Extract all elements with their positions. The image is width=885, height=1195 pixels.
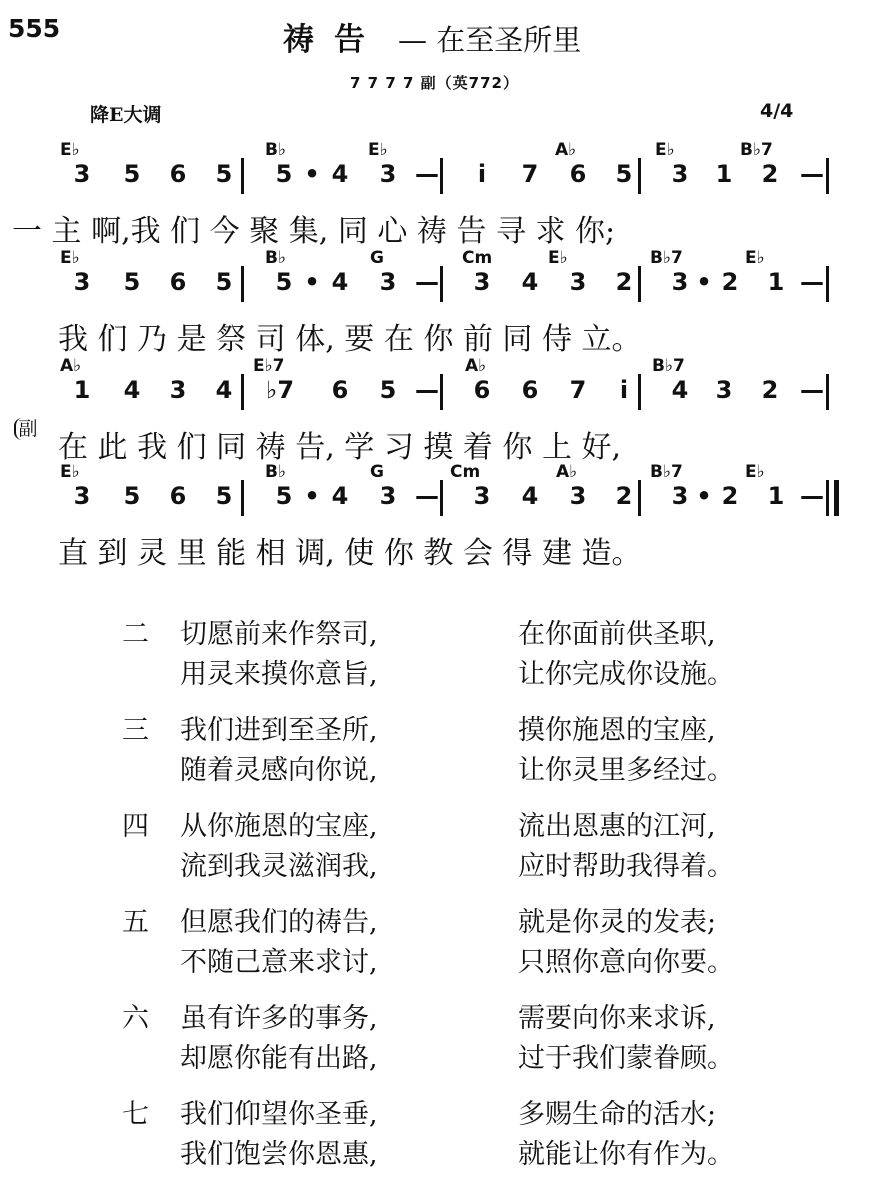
verse-line: 我们进到至圣所,: [180, 715, 378, 746]
bar-line: [826, 266, 829, 302]
chord-symbol: B♭: [265, 140, 286, 160]
verse-line: 不随己意来求讨,: [180, 947, 378, 978]
note-digit: 4: [215, 376, 233, 404]
note-digit: —: [800, 268, 824, 296]
note-digit: 6: [473, 376, 491, 404]
verse-line: 需要向你来求诉,: [518, 1003, 716, 1034]
chord-symbol: E♭: [745, 462, 765, 482]
verse-number: 二: [122, 619, 149, 650]
chord-symbol: G: [370, 248, 384, 268]
note-digit: 3: [169, 376, 187, 404]
note-digit: —: [800, 376, 824, 404]
verse-line: 应时帮助我得着。: [518, 851, 734, 882]
verse-line: 就是你灵的发表;: [518, 907, 717, 938]
lyric-line: 我 们 乃 是 祭 司 体, 要 在 你 前 同 侍 立。: [58, 322, 642, 357]
bar-line: [638, 374, 641, 410]
bar-line: [440, 158, 443, 194]
verse-line: 从你施恩的宝座,: [180, 811, 378, 842]
note-digit: 2: [615, 482, 633, 510]
verse-line: 流到我灵滋润我,: [180, 851, 378, 882]
key-signature: 降E大调: [90, 104, 162, 126]
note-digit: 5: [275, 160, 293, 188]
note-digit: 3: [671, 268, 689, 296]
note-digit: 6: [331, 376, 349, 404]
note-digit: 5: [275, 268, 293, 296]
note-digit: 1: [767, 268, 785, 296]
bar-line: [440, 480, 443, 516]
note-digit: 3: [473, 268, 491, 296]
lyric-line: 一 主 啊,我 们 今 聚 集, 同 心 祷 告 寻 求 你;: [12, 214, 616, 249]
lyric-line: 直 到 灵 里 能 相 调, 使 你 教 会 得 建 造。: [58, 536, 642, 571]
note-digit: ♭7: [266, 376, 295, 404]
chord-symbol: E♭: [745, 248, 765, 268]
note-digit: 1: [715, 160, 733, 188]
note-digit: •: [304, 482, 320, 510]
chord-symbol: A♭: [60, 356, 82, 376]
note-digit: 5: [215, 160, 233, 188]
bar-line: [241, 374, 244, 410]
verse-line: 我们仰望你圣垂,: [180, 1099, 378, 1130]
verse-line: 多赐生命的活水;: [518, 1099, 717, 1130]
chord-symbol: E♭: [60, 248, 80, 268]
note-digit: 6: [569, 160, 587, 188]
chord-symbol: B♭7: [650, 462, 683, 482]
note-digit: 3: [671, 482, 689, 510]
chord-symbol: A♭: [556, 462, 578, 482]
bar-line: [440, 374, 443, 410]
verse-line: 让你灵里多经过。: [518, 755, 734, 786]
note-digit: 4: [671, 376, 689, 404]
note-digit: 3: [73, 268, 91, 296]
verse-line: 就能让你有作为。: [518, 1139, 734, 1170]
refrain-mark: 副: [14, 418, 40, 440]
verse-line: 只照你意向你要。: [518, 947, 734, 978]
note-digit: 2: [761, 160, 779, 188]
verse-line: 让你完成你设施。: [518, 659, 734, 690]
note-digit: 5: [215, 268, 233, 296]
verse-line: 摸你施恩的宝座,: [518, 715, 716, 746]
bar-line: [826, 374, 829, 410]
note-digit: •: [304, 160, 320, 188]
note-digit: 6: [169, 482, 187, 510]
chord-symbol: B♭7: [652, 356, 685, 376]
note-digit: 3: [473, 482, 491, 510]
note-digit: 7: [569, 376, 587, 404]
note-digit: 1: [73, 376, 91, 404]
note-digit: •: [304, 268, 320, 296]
note-digit: 6: [169, 160, 187, 188]
final-bar-line: [834, 480, 839, 516]
note-digit: 5: [379, 376, 397, 404]
note-digit: 2: [761, 376, 779, 404]
note-digit: 5: [123, 482, 141, 510]
bar-line: [638, 266, 641, 302]
note-digit: —: [415, 376, 439, 404]
note-digit: 7: [521, 160, 539, 188]
note-digit: 4: [331, 268, 349, 296]
chord-symbol: G: [370, 462, 384, 482]
note-digit: 3: [569, 482, 587, 510]
chord-symbol: Cm: [450, 462, 481, 482]
note-digit: 2: [721, 268, 739, 296]
note-digit: 5: [123, 160, 141, 188]
verse-line: 过于我们蒙眷顾。: [518, 1043, 734, 1074]
chord-symbol: E♭7: [253, 356, 285, 376]
note-digit: 3: [671, 160, 689, 188]
verse-line: 随着灵感向你说,: [180, 755, 378, 786]
verse-line: 但愿我们的祷告,: [180, 907, 378, 938]
hymn-subtitle: — 在至圣所里: [398, 23, 582, 57]
chord-symbol: A♭: [465, 356, 487, 376]
verse-line: 我们饱尝你恩惠,: [180, 1139, 378, 1170]
verse-line: 切愿前来作祭司,: [180, 619, 378, 650]
note-digit: 3: [379, 268, 397, 296]
bar-line: [826, 480, 829, 516]
bar-line: [440, 266, 443, 302]
note-digit: 2: [721, 482, 739, 510]
note-digit: •: [696, 482, 712, 510]
note-digit: —: [800, 482, 824, 510]
note-digit: 3: [73, 160, 91, 188]
note-digit: 3: [379, 482, 397, 510]
meter-line: 7 7 7 7 副（英772）: [350, 74, 519, 92]
chord-symbol: Cm: [462, 248, 493, 268]
bar-line: [638, 480, 641, 516]
chord-symbol: B♭: [265, 248, 286, 268]
note-digit: 6: [169, 268, 187, 296]
verse-number: 六: [122, 1003, 149, 1034]
note-digit: —: [415, 482, 439, 510]
verse-line: 虽有许多的事务,: [180, 1003, 378, 1034]
bar-line: [826, 158, 829, 194]
time-signature: 4/4: [760, 100, 794, 122]
chord-symbol: B♭7: [650, 248, 683, 268]
chord-symbol: E♭: [60, 140, 80, 160]
note-digit: —: [415, 160, 439, 188]
hymn-number: 555: [8, 14, 61, 43]
note-digit: 6: [521, 376, 539, 404]
note-digit: 1: [767, 482, 785, 510]
chord-symbol: E♭: [368, 140, 388, 160]
note-digit: 4: [521, 482, 539, 510]
verse-line: 流出恩惠的江河,: [518, 811, 716, 842]
note-digit: i: [477, 160, 487, 188]
chord-symbol: E♭: [60, 462, 80, 482]
note-digit: i: [619, 376, 629, 404]
note-digit: 2: [615, 268, 633, 296]
note-digit: 5: [275, 482, 293, 510]
note-digit: 3: [73, 482, 91, 510]
note-digit: 3: [715, 376, 733, 404]
note-digit: 4: [331, 160, 349, 188]
note-digit: 3: [379, 160, 397, 188]
chord-symbol: E♭: [655, 140, 675, 160]
chord-symbol: B♭: [265, 462, 286, 482]
verse-line: 却愿你能有出路,: [180, 1043, 378, 1074]
bar-line: [638, 158, 641, 194]
verse-number: 四: [122, 811, 149, 842]
bar-line: [241, 158, 244, 194]
hymn-title: 祷告: [283, 22, 385, 58]
chord-symbol: E♭: [548, 248, 568, 268]
chord-symbol: B♭7: [740, 140, 773, 160]
verse-line: 用灵来摸你意旨,: [180, 659, 378, 690]
chord-symbol: A♭: [555, 140, 577, 160]
note-digit: 5: [215, 482, 233, 510]
note-digit: 4: [123, 376, 141, 404]
note-digit: 5: [615, 160, 633, 188]
lyric-line: 在 此 我 们 同 祷 告, 学 习 摸 着 你 上 好,: [58, 430, 622, 465]
note-digit: —: [415, 268, 439, 296]
bar-line: [241, 480, 244, 516]
verse-number: 七: [122, 1099, 149, 1130]
note-digit: —: [800, 160, 824, 188]
verse-number: 五: [122, 907, 149, 938]
note-digit: 5: [123, 268, 141, 296]
note-digit: 4: [521, 268, 539, 296]
note-digit: 3: [569, 268, 587, 296]
verse-number: 三: [122, 715, 149, 746]
verse-line: 在你面前供圣职,: [518, 619, 716, 650]
note-digit: 4: [331, 482, 349, 510]
note-digit: •: [696, 268, 712, 296]
bar-line: [241, 266, 244, 302]
